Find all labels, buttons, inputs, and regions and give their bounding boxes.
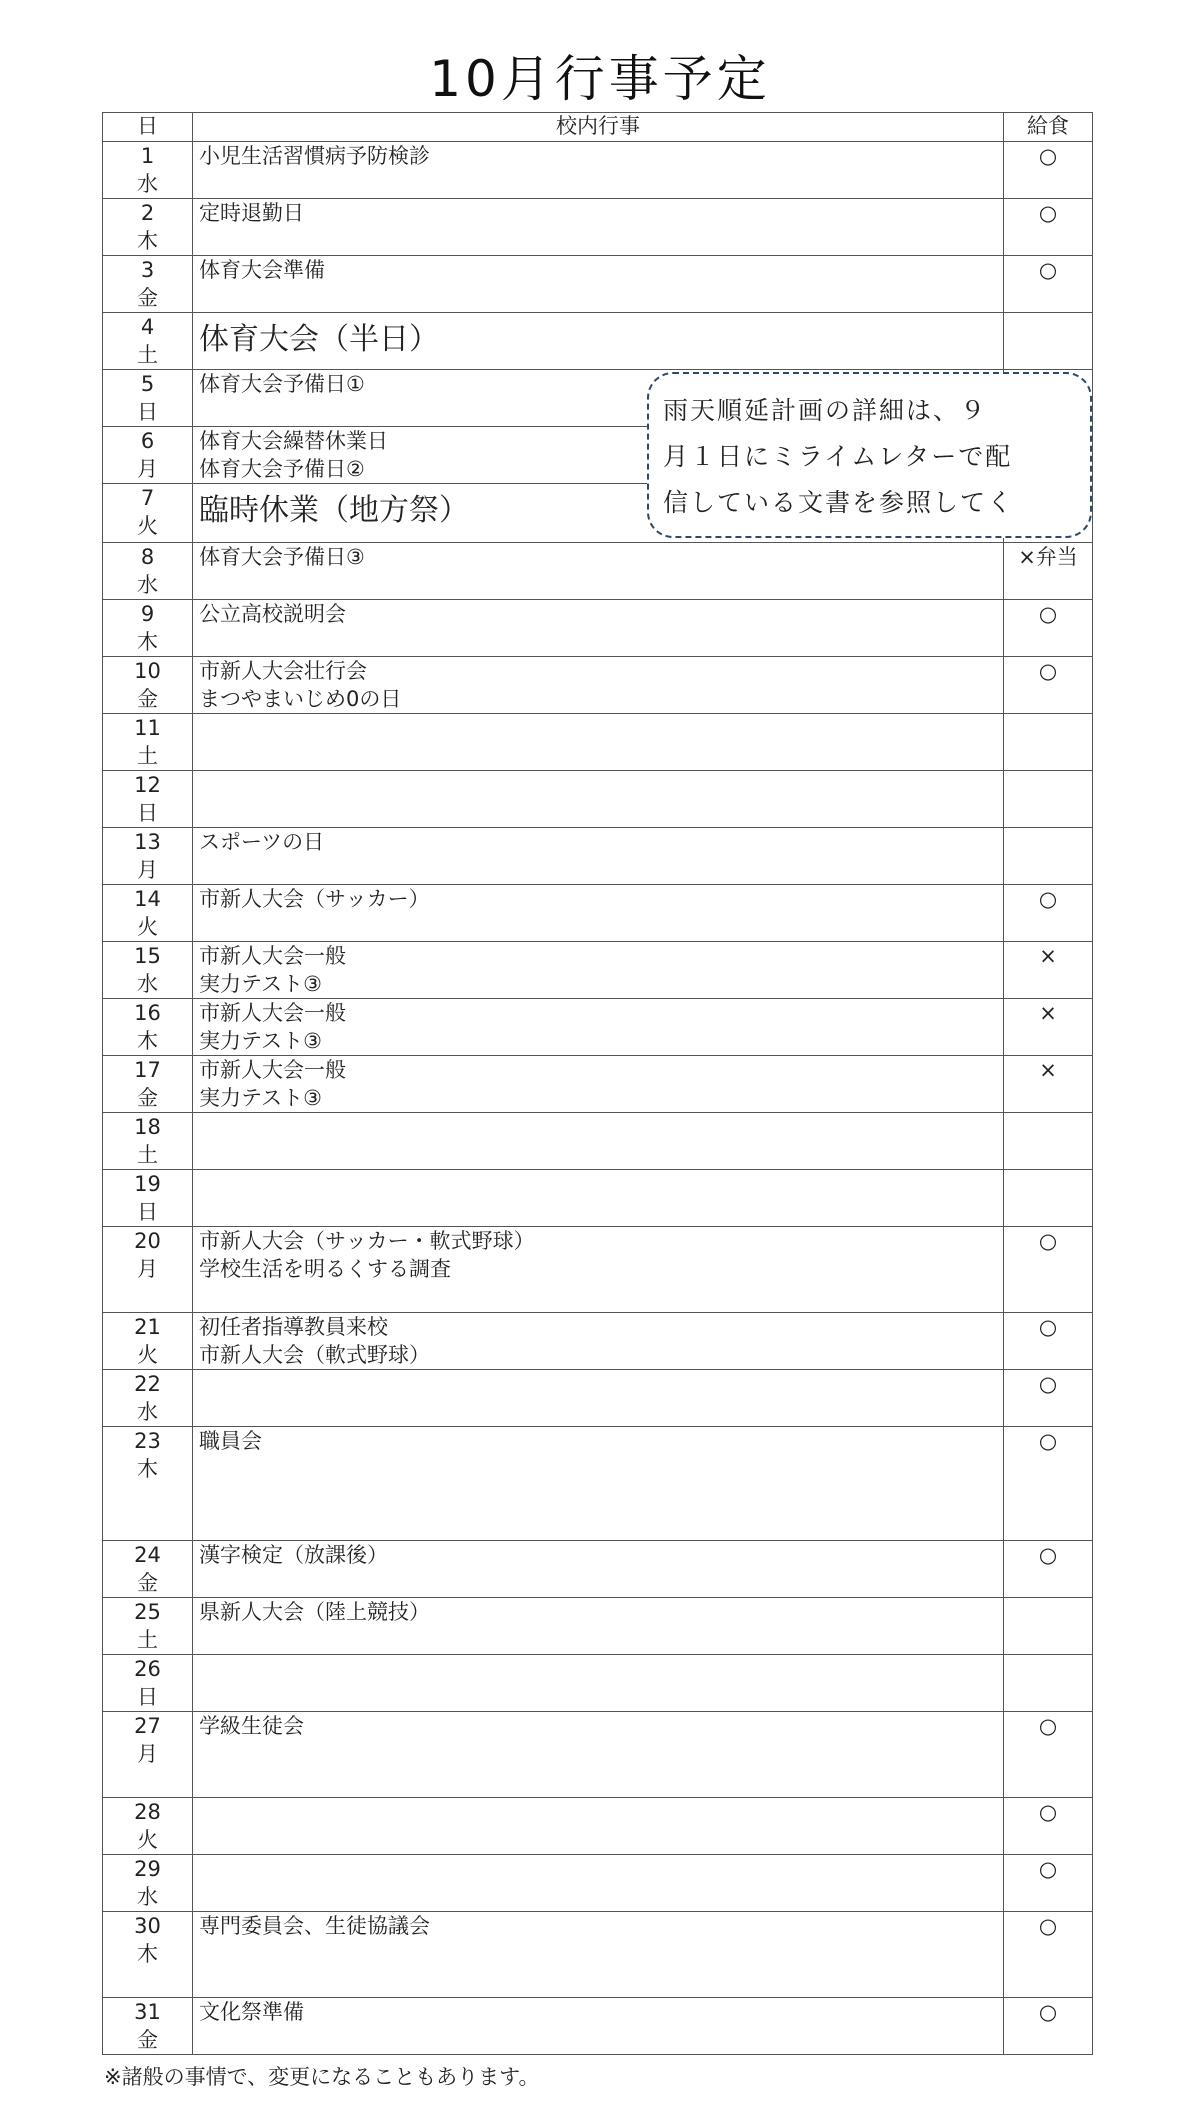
day-cell [103,1655,193,1712]
day-number: 9 [140,602,155,626]
day-number: 28 [134,1800,161,1824]
weekday: 土 [137,343,158,367]
day-cell [103,256,193,313]
day-cell [103,999,193,1056]
weekday: 水 [137,1885,158,1909]
weekday: 金 [137,1086,158,1110]
lunch-cell: ○ [1004,1370,1093,1427]
events-cell [193,256,1004,313]
weekday: 水 [137,573,158,597]
weekday: 日 [137,1685,158,1709]
event-text: 漢字検定（放課後） [199,1543,388,1567]
event-text: 体育大会予備日③ [199,545,365,569]
day-cell [103,1712,193,1798]
day-cell [103,1113,193,1170]
table-row [103,600,1093,657]
day-cell [103,657,193,714]
day-number: 30 [134,1914,161,1938]
events-cell [193,1056,1004,1113]
weekday: 土 [137,1143,158,1167]
events-cell [193,1598,1004,1655]
day-number: 19 [134,1172,161,1196]
table-row [103,999,1093,1056]
table-row [103,1227,1093,1313]
weekday: 月 [137,457,158,481]
events-cell [193,1370,1004,1427]
event-text: 市新人大会一般 [199,1001,346,1025]
weekday: 土 [137,1628,158,1652]
table-row [103,313,1093,370]
day-number: 2 [140,201,155,225]
event-text: 文化祭準備 [199,2000,304,2024]
day-cell [103,1855,193,1912]
notice-line: 信している文書を参照してく [663,488,1015,517]
lunch-cell: ○ [1004,1912,1093,1998]
day-number: 26 [134,1657,161,1681]
day-cell [103,484,193,543]
lunch-cell: × [1004,942,1093,999]
event-text: 体育大会予備日① [199,372,365,396]
table-row [103,1056,1093,1113]
day-cell [103,942,193,999]
lunch-cell: ○ [1004,199,1093,256]
day-cell [103,600,193,657]
events-cell [193,771,1004,828]
table-row [103,1998,1093,2055]
weekday: 月 [137,1257,158,1281]
day-cell [103,1912,193,1998]
lunch-cell: ○ [1004,657,1093,714]
lunch-cell: ○ [1004,1427,1093,1541]
lunch-cell: ○ [1004,1998,1093,2055]
day-number: 20 [134,1229,161,1253]
events-cell [193,1541,1004,1598]
weekday: 月 [137,1742,158,1766]
event-text: 定時退勤日 [199,201,304,225]
day-number: 27 [134,1714,161,1738]
lunch-cell: ○ [1004,1227,1093,1313]
weekday: 土 [137,744,158,768]
table-row [103,657,1093,714]
event-text: 体育大会準備 [199,258,325,282]
footnote: ※諸般の事情で、変更になることもあります。 [104,2065,540,2089]
weekday: 火 [137,1828,158,1852]
day-cell [103,1998,193,2055]
lunch-cell [1004,828,1093,885]
events-cell [193,714,1004,771]
notice-line: 月１日にミライムレターで配 [663,442,1013,471]
weekday: 木 [137,630,158,654]
lunch-cell: ○ [1004,256,1093,313]
table-row [103,1798,1093,1855]
events-cell [193,313,1004,370]
table-row [103,771,1093,828]
lunch-cell: × [1004,999,1093,1056]
weekday: 木 [137,1029,158,1053]
table-row [103,543,1093,600]
weekday: 火 [137,514,158,538]
event-text: 専門委員会、生徒協議会 [199,1914,430,1938]
event-text: 市新人大会（軟式野球） [199,1343,430,1367]
weekday: 金 [137,2028,158,2052]
event-text: スポーツの日 [199,830,325,854]
lunch-cell: ○ [1004,1798,1093,1855]
lunch-cell [1004,1655,1093,1712]
day-cell [103,142,193,199]
table-row [103,942,1093,999]
day-number: 24 [134,1543,161,1567]
weekday: 水 [137,1400,158,1424]
day-cell [103,543,193,600]
lunch-cell [1004,1170,1093,1227]
events-cell [193,828,1004,885]
day-cell [103,1427,193,1541]
weekday: 水 [137,172,158,196]
day-number: 25 [134,1600,161,1624]
table-row [103,1655,1093,1712]
lunch-cell: ○ [1004,600,1093,657]
lunch-cell: ○ [1004,1855,1093,1912]
event-text: 実力テスト③ [199,972,322,996]
table-row [103,1113,1093,1170]
event-text: 公立高校説明会 [199,602,346,626]
weekday: 日 [137,400,158,424]
weekday: 月 [137,858,158,882]
day-cell [103,1370,193,1427]
table-row [103,714,1093,771]
events-cell [193,1912,1004,1998]
events-cell [193,199,1004,256]
event-text: 職員会 [199,1429,262,1453]
day-cell [103,1798,193,1855]
day-number: 14 [134,887,161,911]
day-cell [103,1313,193,1370]
lunch-cell [1004,313,1093,370]
event-text: 市新人大会壮行会 [199,659,367,683]
header-events: 校内行事 [193,113,1004,142]
table-row [103,142,1093,199]
day-cell [103,1541,193,1598]
table-row [103,1370,1093,1427]
table-row [103,1712,1093,1798]
event-text: 市新人大会一般 [199,944,346,968]
event-text: 市新人大会（サッカー・軟式野球） [199,1229,535,1253]
day-cell [103,1170,193,1227]
day-number: 29 [134,1857,161,1881]
events-cell [193,1227,1004,1313]
header-lunch: 給食 [1004,113,1093,142]
table-row [103,1427,1093,1541]
day-number: 7 [140,486,155,510]
day-cell [103,370,193,427]
day-number: 16 [134,1001,161,1025]
event-text: 体育大会（半日） [199,322,439,357]
lunch-cell: ○ [1004,142,1093,199]
day-number: 8 [140,545,155,569]
event-text: 実力テスト③ [199,1086,322,1110]
table-row [103,1855,1093,1912]
events-cell [193,1427,1004,1541]
day-number: 13 [134,830,161,854]
day-number: 17 [134,1058,161,1082]
lunch-cell [1004,1113,1093,1170]
day-number: 15 [134,944,161,968]
day-cell [103,199,193,256]
events-cell [193,1313,1004,1370]
events-cell [193,1113,1004,1170]
day-number: 11 [134,716,161,740]
day-cell [103,1056,193,1113]
events-cell [193,142,1004,199]
event-text: 初任者指導教員来校 [199,1315,388,1339]
table-row [103,1912,1093,1998]
day-number: 6 [140,429,155,453]
lunch-cell [1004,771,1093,828]
weekday: 日 [137,1200,158,1224]
day-number: 1 [140,144,155,168]
notice-line: 雨天順延計画の詳細は、９ [663,396,988,425]
weekday: 木 [137,1942,158,1966]
day-number: 5 [140,372,155,396]
day-number: 21 [134,1315,161,1339]
day-cell [103,885,193,942]
events-cell [193,543,1004,600]
page-title: 10月行事予定 [429,50,771,108]
event-text: 県新人大会（陸上競技） [199,1600,430,1624]
event-text: 市新人大会一般 [199,1058,346,1082]
lunch-cell: ○ [1004,1541,1093,1598]
table-row [103,1313,1093,1370]
day-number: 12 [134,773,161,797]
day-number: 18 [134,1115,161,1139]
day-cell [103,1227,193,1313]
day-number: 3 [140,258,155,282]
events-cell [193,1655,1004,1712]
weekday: 木 [137,229,158,253]
lunch-cell [1004,714,1093,771]
header-day: 日 [103,113,193,142]
event-text: 学級生徒会 [199,1714,304,1738]
table-row [103,828,1093,885]
lunch-cell: ×弁当 [1004,543,1093,600]
events-cell [193,1798,1004,1855]
weekday: 火 [137,1343,158,1367]
day-cell [103,714,193,771]
events-cell [193,1170,1004,1227]
events-cell [193,657,1004,714]
day-number: 10 [134,659,161,683]
event-text: 実力テスト③ [199,1029,322,1053]
weekday: 金 [137,687,158,711]
weekday: 火 [137,915,158,939]
rain-delay-notice [647,372,1092,538]
event-text: まつやまいじめ0の日 [199,687,402,711]
day-cell [103,828,193,885]
events-cell [193,999,1004,1056]
table-header-row [103,113,1093,142]
day-cell [103,313,193,370]
weekday: 日 [137,801,158,825]
day-number: 23 [134,1429,161,1453]
lunch-cell: ○ [1004,1712,1093,1798]
events-cell [193,1712,1004,1798]
event-text: 体育大会繰替休業日 [199,429,388,453]
lunch-cell: ○ [1004,1313,1093,1370]
events-cell [193,942,1004,999]
lunch-cell [1004,1598,1093,1655]
event-text: 学校生活を明るくする調査 [199,1257,451,1281]
weekday: 金 [137,1571,158,1595]
table-row [103,1170,1093,1227]
events-cell [193,1855,1004,1912]
day-cell [103,1598,193,1655]
table-row [103,885,1093,942]
event-text: 臨時休業（地方祭） [199,493,469,528]
table-row [103,199,1093,256]
weekday: 木 [137,1457,158,1481]
table-row [103,1541,1093,1598]
weekday: 金 [137,286,158,310]
table-row [103,256,1093,313]
day-cell [103,771,193,828]
day-cell [103,427,193,484]
day-number: 31 [134,2000,161,2024]
event-text: 体育大会予備日② [199,457,365,481]
weekday: 水 [137,972,158,996]
day-number: 4 [140,315,155,339]
table-row [103,1598,1093,1655]
day-number: 22 [134,1372,161,1396]
event-text: 市新人大会（サッカー） [199,887,430,911]
lunch-cell: × [1004,1056,1093,1113]
lunch-cell: ○ [1004,885,1093,942]
events-cell [193,600,1004,657]
event-text: 小児生活習慣病予防検診 [199,144,430,168]
events-cell [193,1998,1004,2055]
events-cell [193,885,1004,942]
